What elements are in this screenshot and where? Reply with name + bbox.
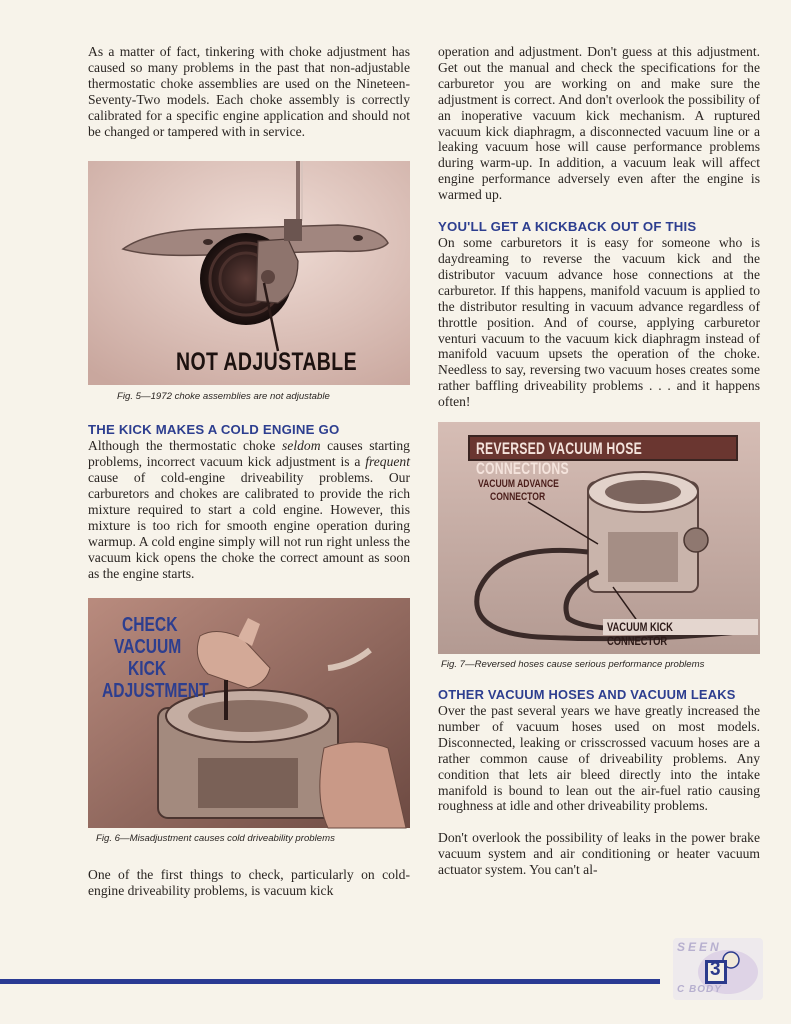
right-column	[438, 44, 760, 878]
figure-7-label-kick: VACUUM KICK CONNECTOR	[603, 619, 758, 635]
figure-6-caption: Fig. 6—Misadjustment causes cold driveability problems	[96, 832, 335, 844]
figure-6-photo	[88, 598, 410, 828]
figure-5-label: NOT ADJUSTABLE	[176, 348, 357, 377]
section-kick-paragraph: Although the thermostatic choke seldom causes starting problems, incorrect vacuum kick adjustment is a frequent cause of cold-engine driveability problems. Our carburetors and chokes are calibrated to provide the rich mixture required to start a cold engine. However, this mixture is too rich for smooth engine operation during warmup. A cold engine simply will not run right unless the vacuum kick opens the choke the correct amount as soon as the engine starts.	[88, 438, 410, 581]
figure-7-label-advance-line2: CONNECTOR	[490, 491, 546, 504]
figure-5-caption: Fig. 5—1972 choke assemblies are not adjustable	[117, 391, 330, 403]
continued-paragraph: operation and adjustment. Don't guess at this adjustment. Get out the manual and check the specifications for the carburetor you are working on and make sure the adjustment is correct. And don't overlook the possibility of an inoperative vacuum kick mechanism. A ruptured vacuum kick diaphragm, a disconnected vacuum line or a leaking vacuum hose will cause performance problems during warm-up. In addition, a vacuum leak will affect engine performance adversely even after the engine is warmed up.	[438, 44, 760, 203]
intro-paragraph: As a matter of fact, tinkering with choke adjustment has caused so many problems in the past that non-adjustable thermostatic choke assemblies are used on the Nineteen-Seventy-Two models. Each choke assembly is correctly calibrated for a specific engine application and should not be changed or tampered with in service.	[88, 44, 410, 139]
figure-6-label-line1: CHECK	[122, 613, 178, 636]
section-vacuum-leaks-paragraph-1: Over the past several years we have greatly increased the number of vacuum hoses used on most models. Disconnected, leaking or crisscrossed vacuum hoses are a rather common cause of driveability problems. Any condition that lets air bleed directly into the intake manifold is bound to lean out the air-fuel ratio causing roughness at idle and other driveability problems.	[438, 703, 760, 814]
left-column	[88, 44, 410, 898]
section-heading-kickback: YOU'LL GET A KICKBACK OUT OF THIS	[438, 219, 697, 235]
page-badge	[673, 938, 763, 1000]
page-number: 3	[710, 959, 721, 980]
figure-6-label-line2: VACUUM	[114, 635, 182, 658]
section-heading-vacuum-leaks: OTHER VACUUM HOSES AND VACUUM LEAKS	[438, 687, 736, 703]
figure-5-photo	[88, 161, 410, 385]
section-heading-kick-cold-engine: THE KICK MAKES A COLD ENGINE GO	[88, 422, 340, 438]
figure-7-photo	[438, 422, 760, 654]
badge-text-top: SEEN	[677, 940, 722, 954]
badge-text-bottom: C BODY	[677, 984, 722, 995]
figure-6-label-line3: KICK	[128, 657, 167, 680]
figure-7-label-advance-line1: VACUUM ADVANCE	[478, 478, 559, 491]
bottom-rule	[0, 979, 660, 984]
section-kickback-paragraph: On some carburetors it is easy for someone who is daydreaming to reverse the vacuum kick and the distributor vacuum advance hose connections at the carburetor. If this happens, manifold vacuum is applied to the distributor resulting in vacuum advance regardless of throttle position. And of course, applying carburetor venturi vacuum to the vacuum kick diaphragm instead of manifold vacuum upsets the operation of the choke. Needless to say, reversing two vacuum hoses creates some rather baffling driveability problems . . . and it happens often!	[438, 235, 760, 410]
figure-6-label-line4: ADJUSTMENT	[102, 679, 209, 702]
figure-7-banner: REVERSED VACUUM HOSE CONNECTIONS	[468, 435, 738, 461]
figure-7-caption: Fig. 7—Reversed hoses cause serious performance problems	[441, 659, 705, 671]
closing-paragraph: One of the first things to check, particularly on cold-engine driveability problems, is vacuum kick	[88, 866, 410, 898]
section-vacuum-leaks-paragraph-2: Don't overlook the possibility of leaks in the power brake vacuum system and air conditioning or heater vacuum actuator system. You can't al-	[438, 830, 760, 878]
